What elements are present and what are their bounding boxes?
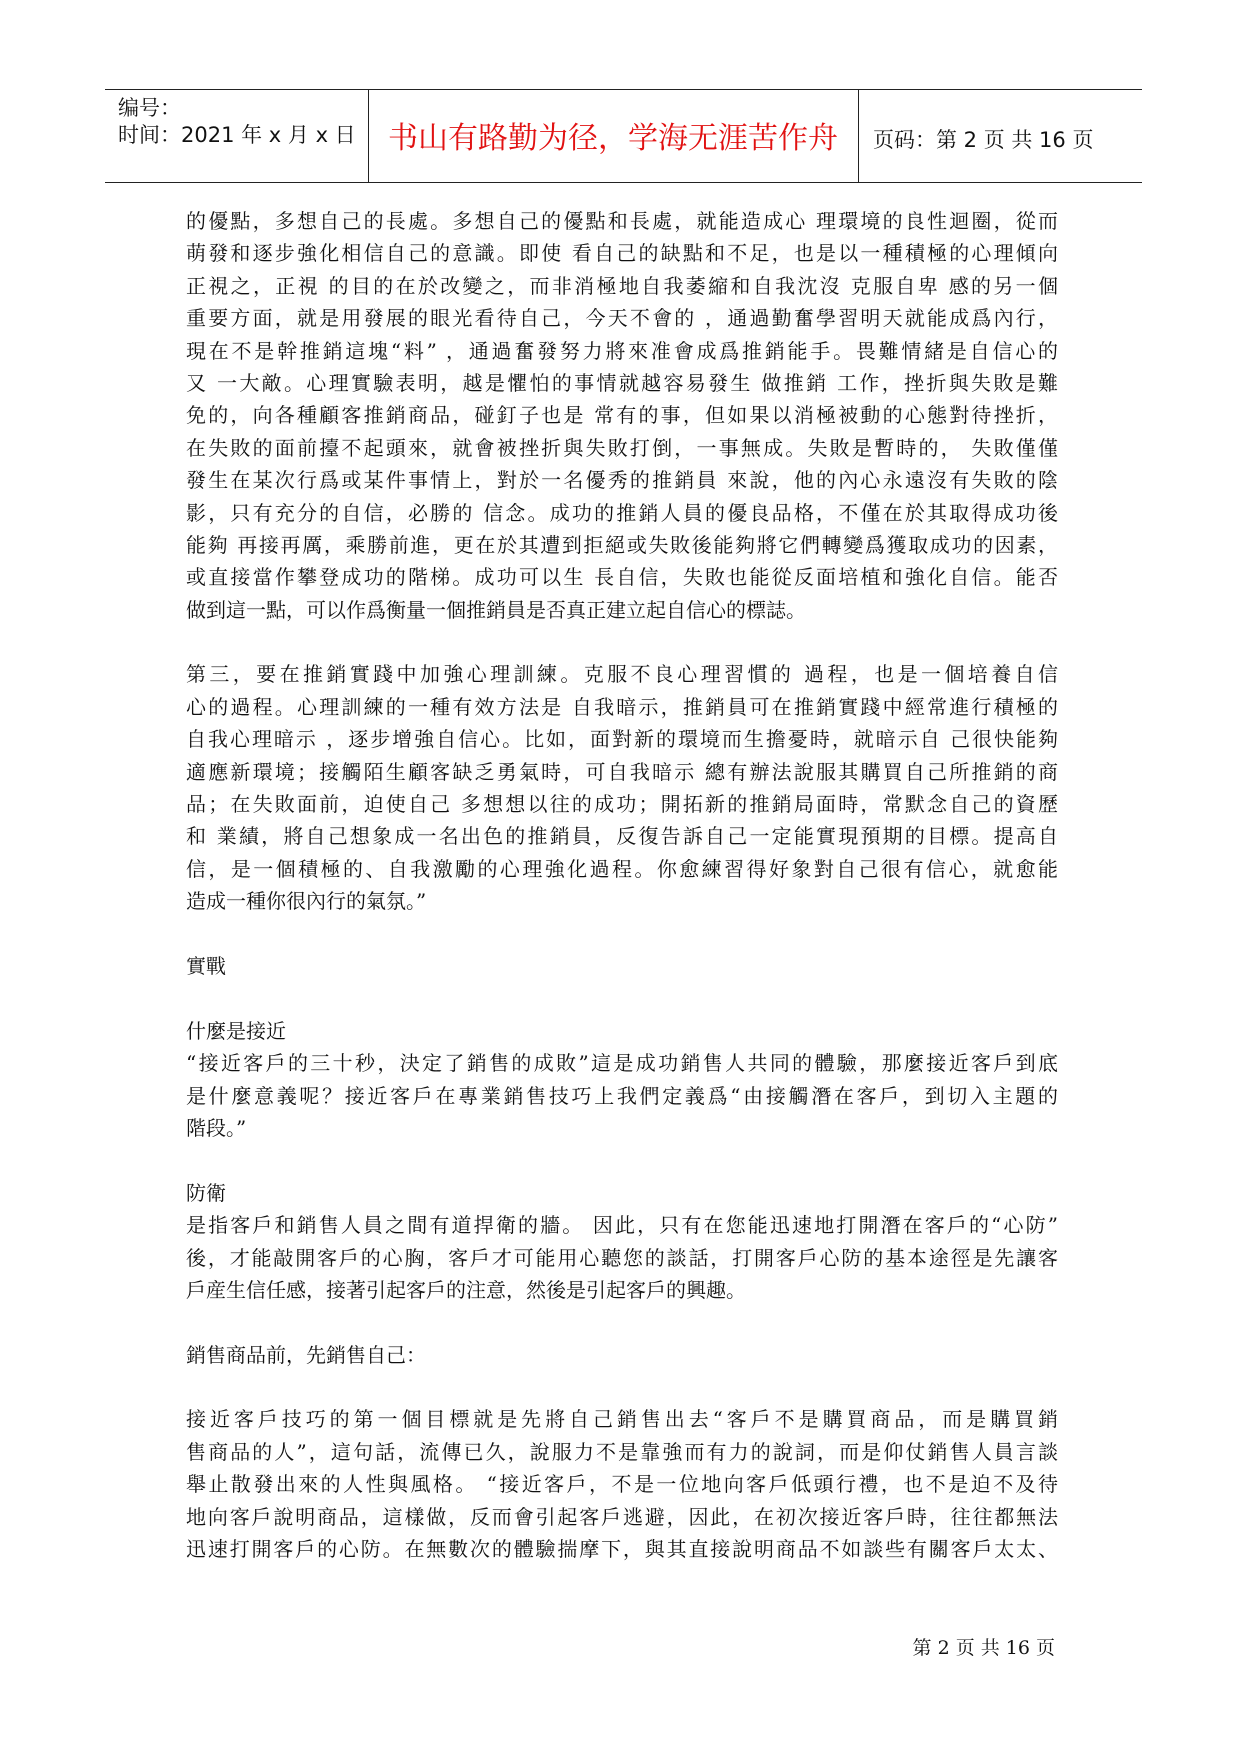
time-label: 时间：2021 年 x 月 x 日 [118, 123, 356, 147]
text-line: 後，才能敲開客戶的心胸，客戶才可能用心聽您的談話，打開客戶心防的基本途徑是先讓客 [186, 1245, 1058, 1270]
text-line: 發生在某次行爲或某件事情上，對於一名優秀的推銷員 來說，他的內心永遠沒有失敗的陰 [186, 468, 1058, 493]
text-line: 又 一大敵。心理實驗表明，越是懼怕的事情就越容易發生 做推銷 工作，挫折與失敗是難 [186, 370, 1058, 395]
text-line: 信，是一個積極的、自我激勵的心理強化過程。你愈練習得好象對自己很有信心，就愈能 [186, 856, 1058, 881]
header-motto: 书山有路勤为径，学海无涯苦作舟 [388, 121, 838, 156]
paragraph-gap [186, 626, 1058, 658]
paragraph-gap [186, 918, 1058, 950]
paragraph-gap [186, 982, 1058, 1014]
header-divider-right [858, 89, 859, 183]
text-line: 免的，向各種顧客推銷商品，碰釘子也是 常有的事，但如果以消極被動的心態對待挫折， [186, 403, 1058, 428]
text-line: 影，只有充分的自信，必勝的 信念。成功的推銷人員的優良品格，不僅在於其取得成功後 [186, 500, 1058, 525]
text-line: 品；在失敗面前，迫使自己 多想想以往的成功；開拓新的推銷局面時，常默念自己的資歷 [186, 792, 1058, 817]
text-line: 迅速打開客戶的心防。在無數次的體驗揣摩下，與其直接說明商品不如談些有關客戶太太、 [186, 1537, 1058, 1562]
text-line: 階段。” [186, 1115, 247, 1140]
text-line: 做到這一點，可以作爲衡量一個推銷員是否真正建立起自信心的標誌。 [186, 597, 806, 622]
text-line: 現在不是幹推銷這塊“料” ，通過奮發努力將來准會成爲推銷能手。畏難情緒是自信心的 [186, 338, 1058, 363]
text-line: 在失敗的面前擡不起頭來，就會被挫折與失敗打倒，一事無成。失敗是暫時的， 失敗僅僅 [186, 435, 1058, 460]
text-line: 和 業績，將自己想象成一名出色的推銷員，反復告訴自己一定能實現預期的目標。提高自 [186, 824, 1058, 849]
text-line: “接近客戶的三十秒，決定了銷售的成敗”這是成功銷售人共同的體驗，那麼接近客戶到底 [186, 1051, 1058, 1076]
document-body [186, 205, 1058, 1565]
text-line: 舉止散發出來的人性與風格。 “接近客戶，不是一位地向客戶低頭行禮，也不是迫不及待 [186, 1472, 1058, 1497]
text-line: 戶産生信任感，接著引起客戶的注意，然後是引起客戶的興趣。 [186, 1277, 746, 1302]
page-footer: 第 2 页 共 16 页 [912, 1637, 1055, 1659]
text-line: 實戰 [186, 953, 226, 978]
text-line: 地向客戶說明商品，這樣做，反而會引起客戶逃避，因此，在初次接近客戶時，往往都無法 [186, 1504, 1058, 1529]
text-line: 心的過程。心理訓練的一種有效方法是 自我暗示，推銷員可在推銷實踐中經常進行積極的 [186, 694, 1058, 719]
text-line: 自我心理暗示 ，逐步增強自信心。比如，面對新的環境而生擔憂時，就暗示自 己很快能夠 [186, 727, 1058, 752]
text-line: 是指客戶和銷售人員之間有道捍衛的牆。 因此，只有在您能迅速地打開潛在客戶的“心防” [186, 1213, 1058, 1238]
text-line: 正視之，正視 的目的在於改變之，而非消極地自我萎縮和自我沈沒 克服自卑 感的另一個 [186, 273, 1058, 298]
header-top-rule [105, 89, 1142, 90]
page-label: 页码：第 2 页 共 16 页 [873, 128, 1094, 152]
text-line: 銷售商品前，先銷售自己： [186, 1342, 426, 1367]
text-line: 萌發和逐步強化相信自己的意識。即使 看自己的缺點和不足，也是以一種積極的心理傾向 [186, 241, 1058, 266]
paragraph-gap [186, 1306, 1058, 1338]
text-line: 是什麼意義呢？接近客戶在專業銷售技巧上我們定義爲“由接觸潛在客戶，到切入主題的 [186, 1083, 1058, 1108]
text-line: 什麼是接近 [186, 1018, 286, 1043]
text-line: 第三，要在推銷實踐中加強心理訓練。克服不良心理習慣的 過程，也是一個培養自信 [186, 662, 1058, 687]
paragraph-gap [186, 1144, 1058, 1176]
serial-label: 编号： [118, 96, 181, 120]
text-line: 的優點，多想自己的長處。多想自己的優點和長處，就能造成心 理環境的良性迴圈，從而 [186, 209, 1058, 233]
header-bottom-rule [105, 182, 1142, 183]
text-line: 造成一種你很內行的氣氛。” [186, 889, 427, 914]
text-line: 或直接當作攀登成功的階梯。成功可以生 長自信，失敗也能從反面培植和強化自信。能否 [186, 565, 1058, 590]
text-line: 適應新環境；接觸陌生顧客缺乏勇氣時，可自我暗示 總有辦法說服其購買自己所推銷的商 [186, 759, 1058, 784]
text-line: 能夠 再接再厲，乘勝前進，更在於其遭到拒絕或失敗後能夠將它們轉變爲獲取成功的因素， [186, 532, 1058, 557]
text-line: 接近客戶技巧的第一個目標就是先將自己銷售出去“客戶不是購買商品，而是購買銷 [186, 1407, 1058, 1432]
text-line: 售商品的人”，這句話，流傳已久，說服力不是靠強而有力的說詞，而是仰仗銷售人員言談 [186, 1439, 1058, 1464]
paragraph-gap [186, 1371, 1058, 1403]
text-line: 防衛 [186, 1180, 226, 1205]
text-line: 重要方面，就是用發展的眼光看待自己，今天不會的 ，通過勤奮學習明天就能成爲內行， [186, 306, 1058, 331]
